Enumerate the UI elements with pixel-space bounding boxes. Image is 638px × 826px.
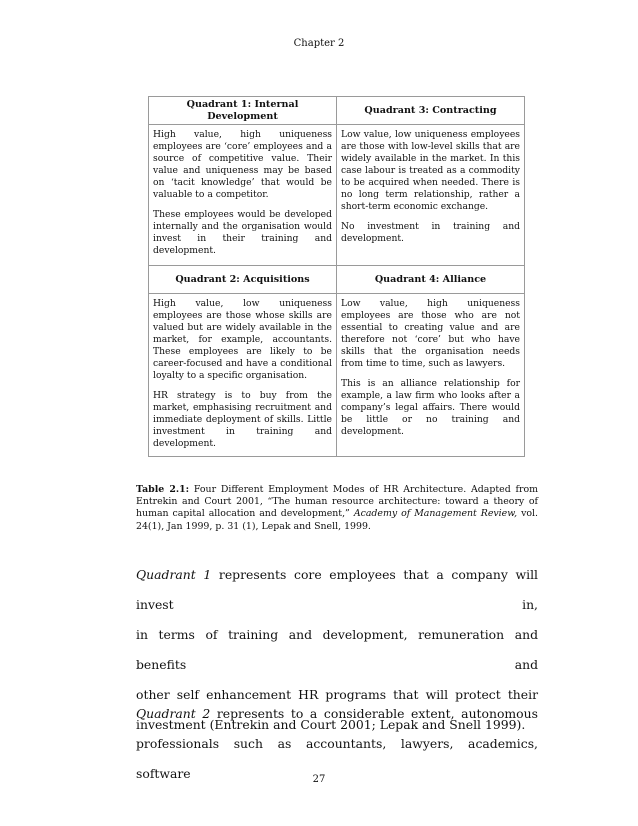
q2-cell [149,294,337,457]
q1-title: Quadrant 1: Internal Development [149,97,337,125]
q1-text-2: These employees would be developed internally and the organisation would invest in their training and development. [153,209,332,256]
q3-title: Quadrant 3: Contracting [337,97,525,125]
q4-cell [337,294,525,457]
p1-term: Quadrant 1 [136,567,212,582]
q4-text-2: This is an alliance relationship for example, a law firm who looks after a company’s legal affairs. There would be little or no training and development. [341,378,520,437]
page-number: 27 [312,774,326,785]
hr-architecture-table [148,96,525,457]
caption-text-after: vol. 24(1), Jan 1999, p. 31 (1), Lepak and Snell, 1999. [136,508,538,532]
q3-cell [337,125,525,266]
chapter-header: Chapter 2 [293,38,345,49]
q1-text-1: High value, high uniqueness employees are ‘core’ employees and a source of competitive value. Their value and uniqueness may be based on ‘tacit knowledge’ that would be valuable to a competitor. [153,129,332,200]
p1-line-4: investment (Entrekin and Court 2001; Lepak and Snell 1999). [136,717,526,732]
p1-line-2: in terms of training and development, remuneration and benefits and [136,627,538,672]
q1-cell [149,125,337,266]
p1-line-3: other self enhancement HR programs that will protect their [136,687,538,702]
q3-text-1: Low value, low uniqueness employees are those with low-level skills that are widely available in the market. In this case labour is treated as a commodity to be acquired when needed. There is no long term relationship, rather a short-term economic exchange. [341,129,520,212]
caption-text-before: Four Different Employment Modes of HR Architecture. Adapted from Entrekin and Court 2001, “The human resource architecture: toward a theory of human capital allocation and development,” [136,484,538,520]
p2-line-1: Quadrant 2 represents to a considerable extent, autonomous [136,706,538,721]
p2-term: Quadrant 2 [136,706,211,721]
p1-line-1: Quadrant 1 represents core employees that a company will invest in, [136,567,538,612]
q2-title: Quadrant 2: Acquisitions [149,266,337,294]
q3-text-2: No investment in training and development. [341,221,520,244]
p2-line-2: professionals such as accountants, lawyers, academics, software [136,736,538,781]
caption-journal: Academy of Management Review, [353,508,518,520]
table-caption [136,484,538,533]
caption-label: Table 2.1: [136,484,190,495]
q2-text-1: High value, low uniqueness employees are those whose skills are valued but are widely available in the market, for example, accountants. These employees are likely to be career-focused and have a conditional loyalty to a specific organisation. [153,298,332,381]
q4-text-1: Low value, high uniqueness employees are those who are not essential to creating value and are therefore not ‘core’ but who have skills that the organisation needs from time to time, such as lawyers. [341,298,520,369]
q4-title: Quadrant 4: Alliance [337,266,525,294]
q2-text-2: HR strategy is to buy from the market, emphasising recruitment and immediate deployment of skills. Little investment in training and development. [153,390,332,449]
